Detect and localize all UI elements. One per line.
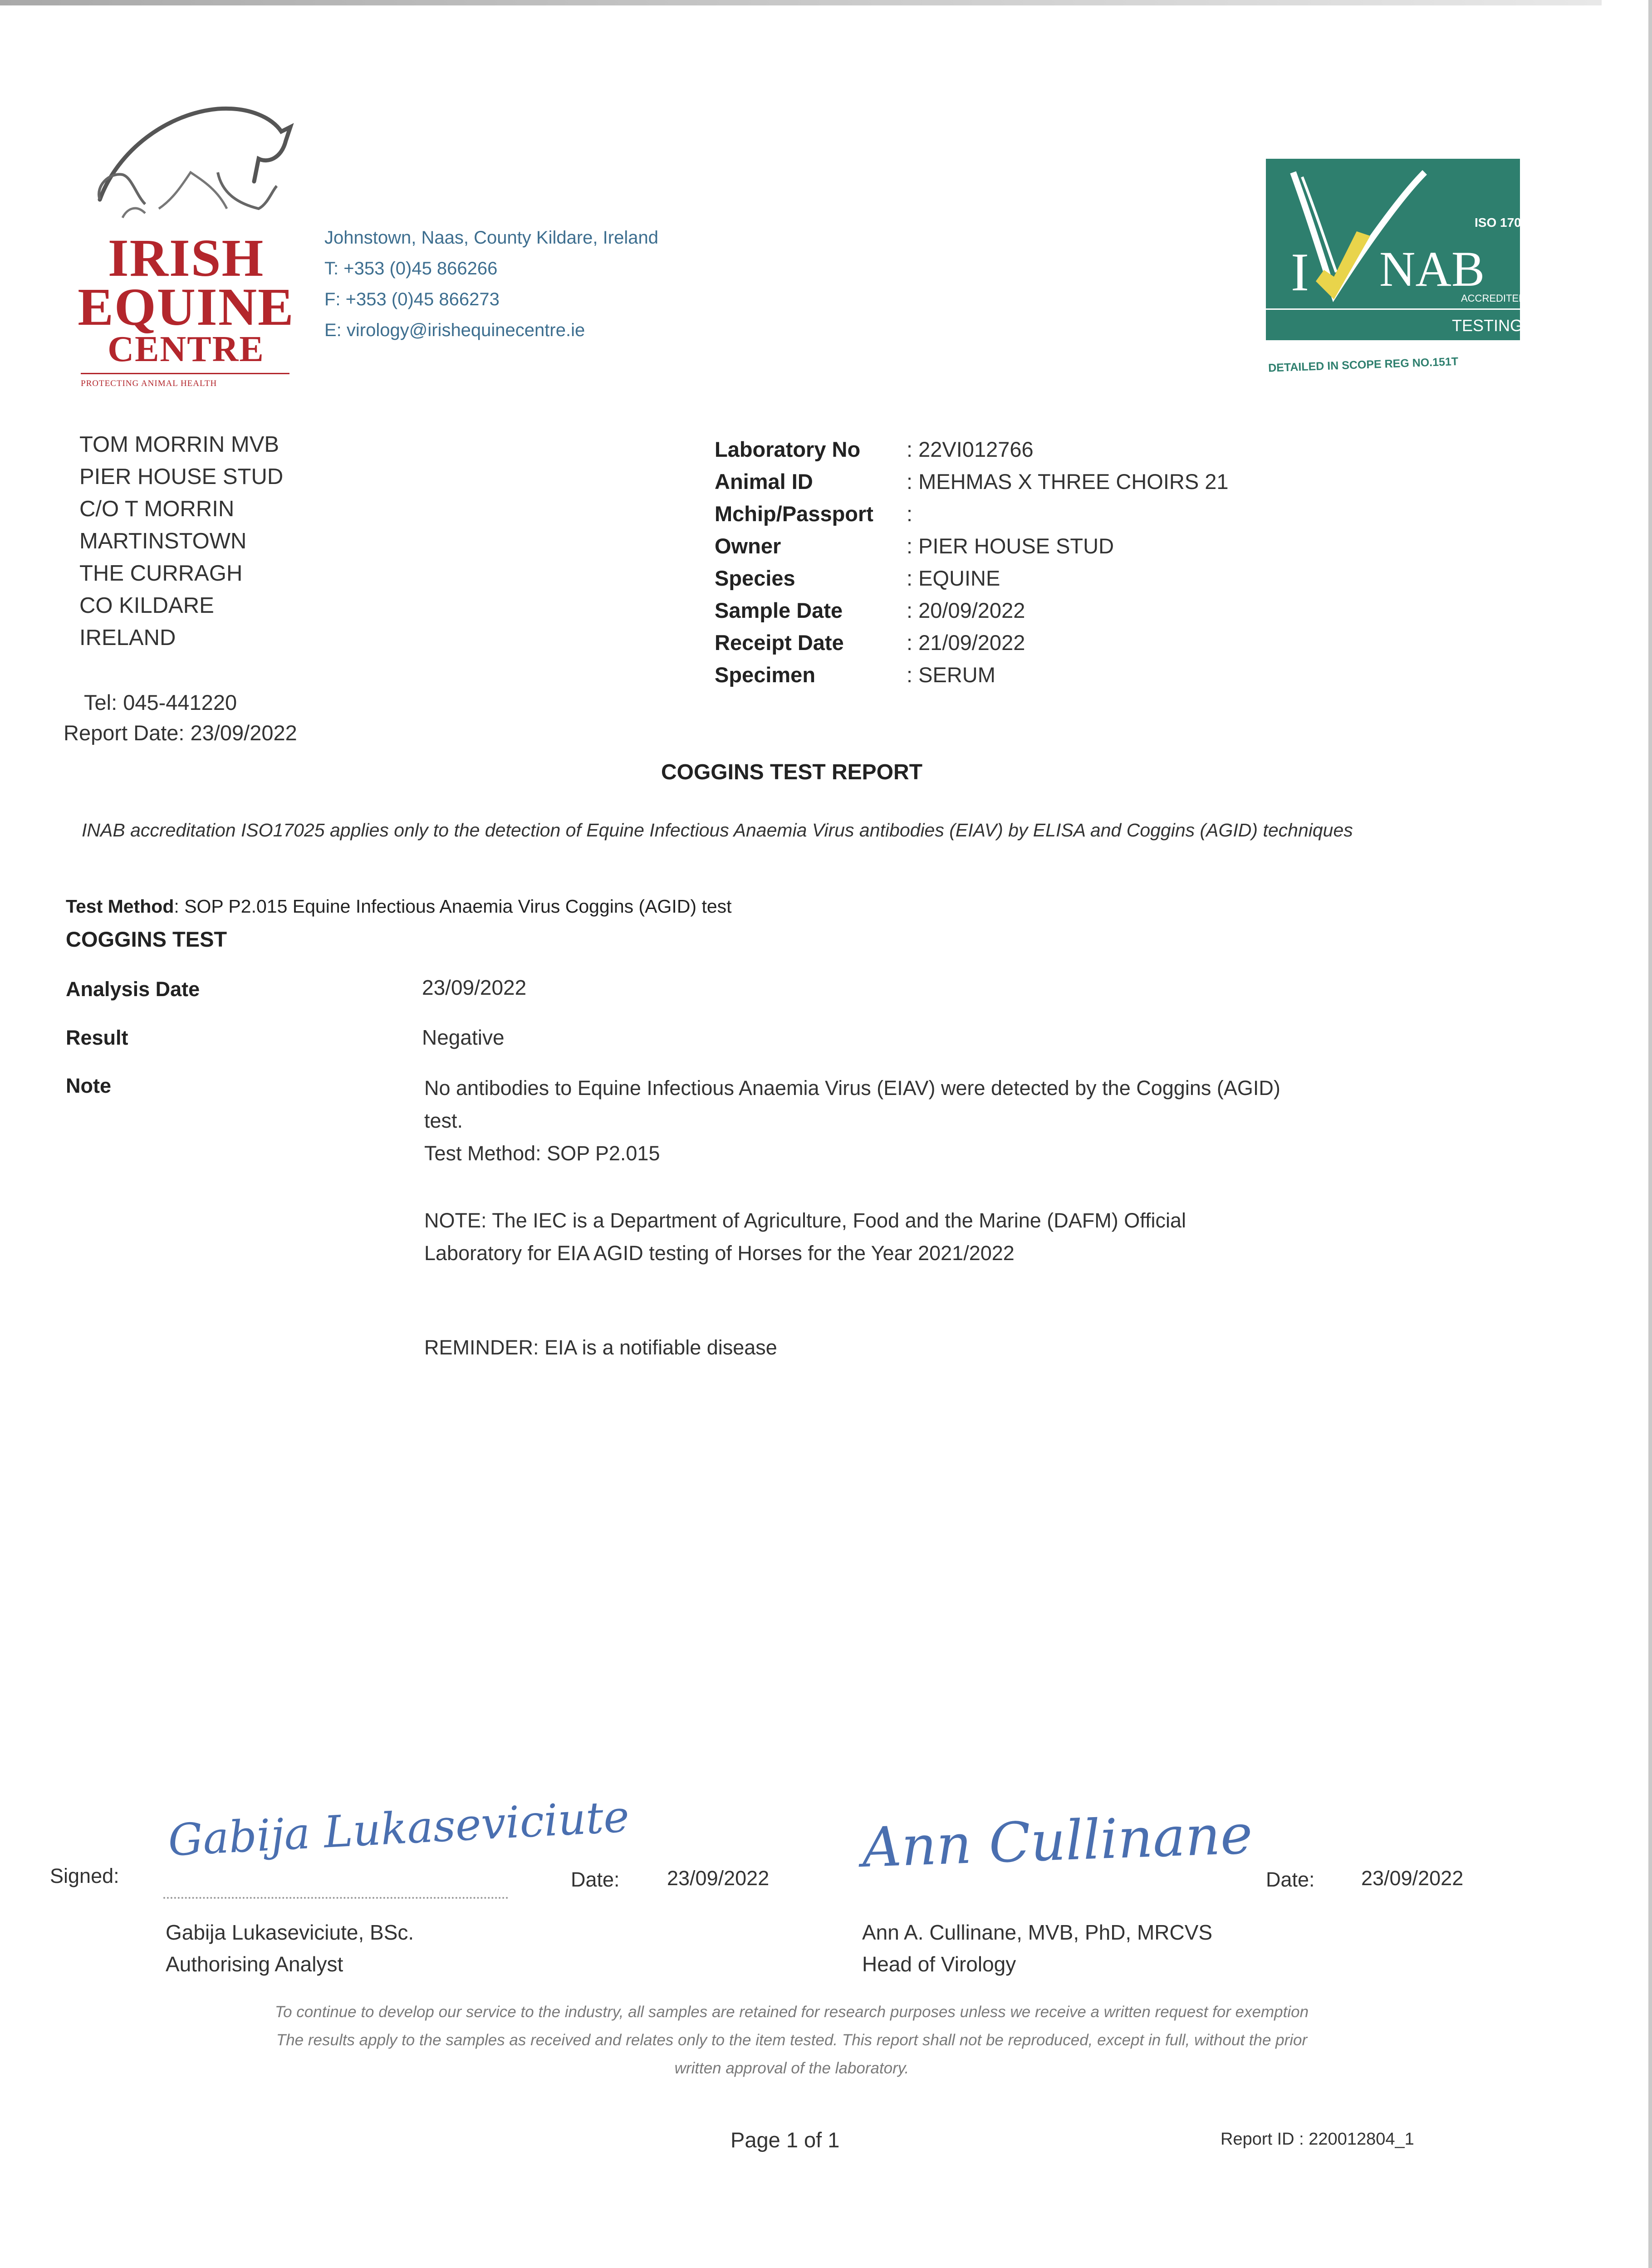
lab-info-values [907, 433, 1229, 691]
lab-value: : MEHMAS X THREE CHOIRS 21 [907, 469, 1229, 494]
logo-word-1: IRISH [108, 228, 265, 288]
note-reminder: REMINDER: EIA is a notifiable disease [424, 1336, 777, 1359]
lab-value: : SERUM [907, 663, 995, 687]
section-title: COGGINS TEST [66, 927, 227, 951]
scan-right-edge [1648, 0, 1652, 2268]
inab-accreditation-logo [1266, 154, 1535, 376]
address-line: PIER HOUSE STUD [79, 464, 284, 489]
footer-line: To continue to develop our service to the industry, all samples are retained for research purposes unless we receive a written request for exemption [275, 2003, 1309, 2021]
lab-label: Animal ID [715, 469, 813, 494]
head-signature: Ann Cullinane [861, 1803, 1254, 1880]
report-title: COGGINS TEST REPORT [661, 760, 923, 784]
address-line: THE CURRAGH [79, 561, 243, 586]
footer-line: written approval of the laboratory. [674, 2059, 909, 2077]
svg-text:I: I [1291, 242, 1309, 302]
result-value: Negative [422, 1026, 505, 1049]
lab-label: Species [715, 566, 795, 590]
analysis-date-label: Analysis Date [66, 978, 200, 1001]
note-detection-text: No antibodies to Equine Infectious Anaemia Virus (EIAV) were detected by the Coggins (AGID) test. [424, 1076, 1280, 1132]
address-line: MARTINSTOWN [79, 529, 247, 553]
analyst-role: Authorising Analyst [166, 1952, 343, 1976]
note-detection [424, 1072, 1286, 1170]
recipient-tel: Tel: 045-441220 [84, 690, 237, 714]
lab-label: Owner [715, 534, 781, 558]
horse-head-icon [68, 95, 304, 245]
analyst-date-label: Date: [571, 1868, 620, 1891]
analyst-name: Gabija Lukaseviciute, BSc. [166, 1921, 414, 1944]
address-line: C/O T MORRIN [79, 497, 235, 521]
logo-word-2: EQUINE [78, 277, 294, 337]
note-method-text: Test Method: SOP P2.015 [424, 1142, 660, 1165]
org-phone: T: +353 (0)45 866266 [324, 259, 498, 279]
lab-label: Specimen [715, 663, 816, 687]
org-address: Johnstown, Naas, County Kildare, Ireland [324, 228, 658, 248]
head-role: Head of Virology [862, 1952, 1016, 1976]
lab-value: : 22VI012766 [907, 437, 1034, 461]
signed-label: Signed: [50, 1864, 119, 1887]
address-line: CO KILDARE [79, 593, 214, 618]
note-dafm: NOTE: The IEC is a Department of Agriculture, Food and the Marine (DAFM) Official Laboratory for EIA AGID testing of Horses for the Year 2021/2022 [424, 1209, 1186, 1265]
inab-accredited-text: ACCREDITED [1461, 293, 1526, 304]
report-date: Report Date: 23/09/2022 [64, 721, 297, 745]
report-id: Report ID : 220012804_1 [1221, 2130, 1414, 2149]
test-method [66, 896, 732, 917]
head-block [862, 1916, 1212, 1980]
org-email: E: virology@irishequinecentre.ie [324, 320, 585, 340]
test-method-label: Test Method [66, 896, 174, 917]
logo-tagline: PROTECTING ANIMAL HEALTH [81, 379, 217, 388]
inab-badge-icon [1266, 154, 1535, 376]
irish-equine-centre-logo [68, 95, 304, 404]
inab-testing-text: TESTING [1452, 316, 1523, 335]
head-date-label: Date: [1266, 1868, 1315, 1891]
lab-label: Mchip/Passport [715, 502, 873, 526]
lab-value: : 21/09/2022 [907, 631, 1025, 655]
logo-word-3: CENTRE [108, 329, 265, 369]
scan-top-edge [0, 0, 1602, 5]
head-name: Ann A. Cullinane, MVB, PhD, MRCVS [862, 1921, 1213, 1944]
lab-value: : PIER HOUSE STUD [907, 534, 1114, 558]
lab-label: Receipt Date [715, 631, 844, 655]
lab-label: Laboratory No [715, 437, 861, 461]
test-method-value: : SOP P2.015 Equine Infectious Anaemia Virus Coggins (AGID) test [174, 896, 732, 917]
inab-accreditation-note: INAB accreditation ISO17025 applies only to the detection of Equine Infectious Anaemia Virus antibodies (EIAV) by ELISA and Coggins (AGID) techniques [82, 820, 1353, 841]
lab-info-labels [715, 433, 873, 691]
inab-scope-text: DETAILED IN SCOPE REG NO.151T [1268, 355, 1459, 375]
logo-divider [81, 373, 289, 374]
lab-value: : 20/09/2022 [907, 598, 1025, 622]
lab-value: : EQUINE [907, 566, 1000, 590]
footer-line: The results apply to the samples as received and relates only to the item tested. This report shall not be reproduced, except in full, without the prior [276, 2031, 1308, 2049]
lab-label: Sample Date [715, 598, 843, 622]
lab-value: : [907, 502, 913, 526]
head-date-value: 23/09/2022 [1361, 1867, 1464, 1890]
org-fax: F: +353 (0)45 866273 [324, 289, 500, 309]
address-line: IRELAND [79, 626, 176, 650]
address-line: TOM MORRIN MVB [79, 432, 279, 457]
footer-disclaimer [0, 1998, 1583, 2082]
analyst-date-value: 23/09/2022 [667, 1867, 770, 1890]
analyst-block [166, 1916, 414, 1980]
signature-line [163, 1897, 508, 1899]
recipient-address [79, 429, 283, 654]
page-number: Page 1 of 1 [730, 2128, 840, 2152]
inab-iso-text: ISO 17025 [1475, 215, 1535, 230]
result-label: Result [66, 1026, 128, 1049]
analysis-date-value: 23/09/2022 [422, 976, 527, 999]
svg-text:NAB: NAB [1379, 241, 1485, 297]
analyst-signature: Gabija Lukaseviciute [167, 1791, 631, 1866]
contact-block [324, 222, 658, 346]
note-label: Note [66, 1074, 111, 1097]
